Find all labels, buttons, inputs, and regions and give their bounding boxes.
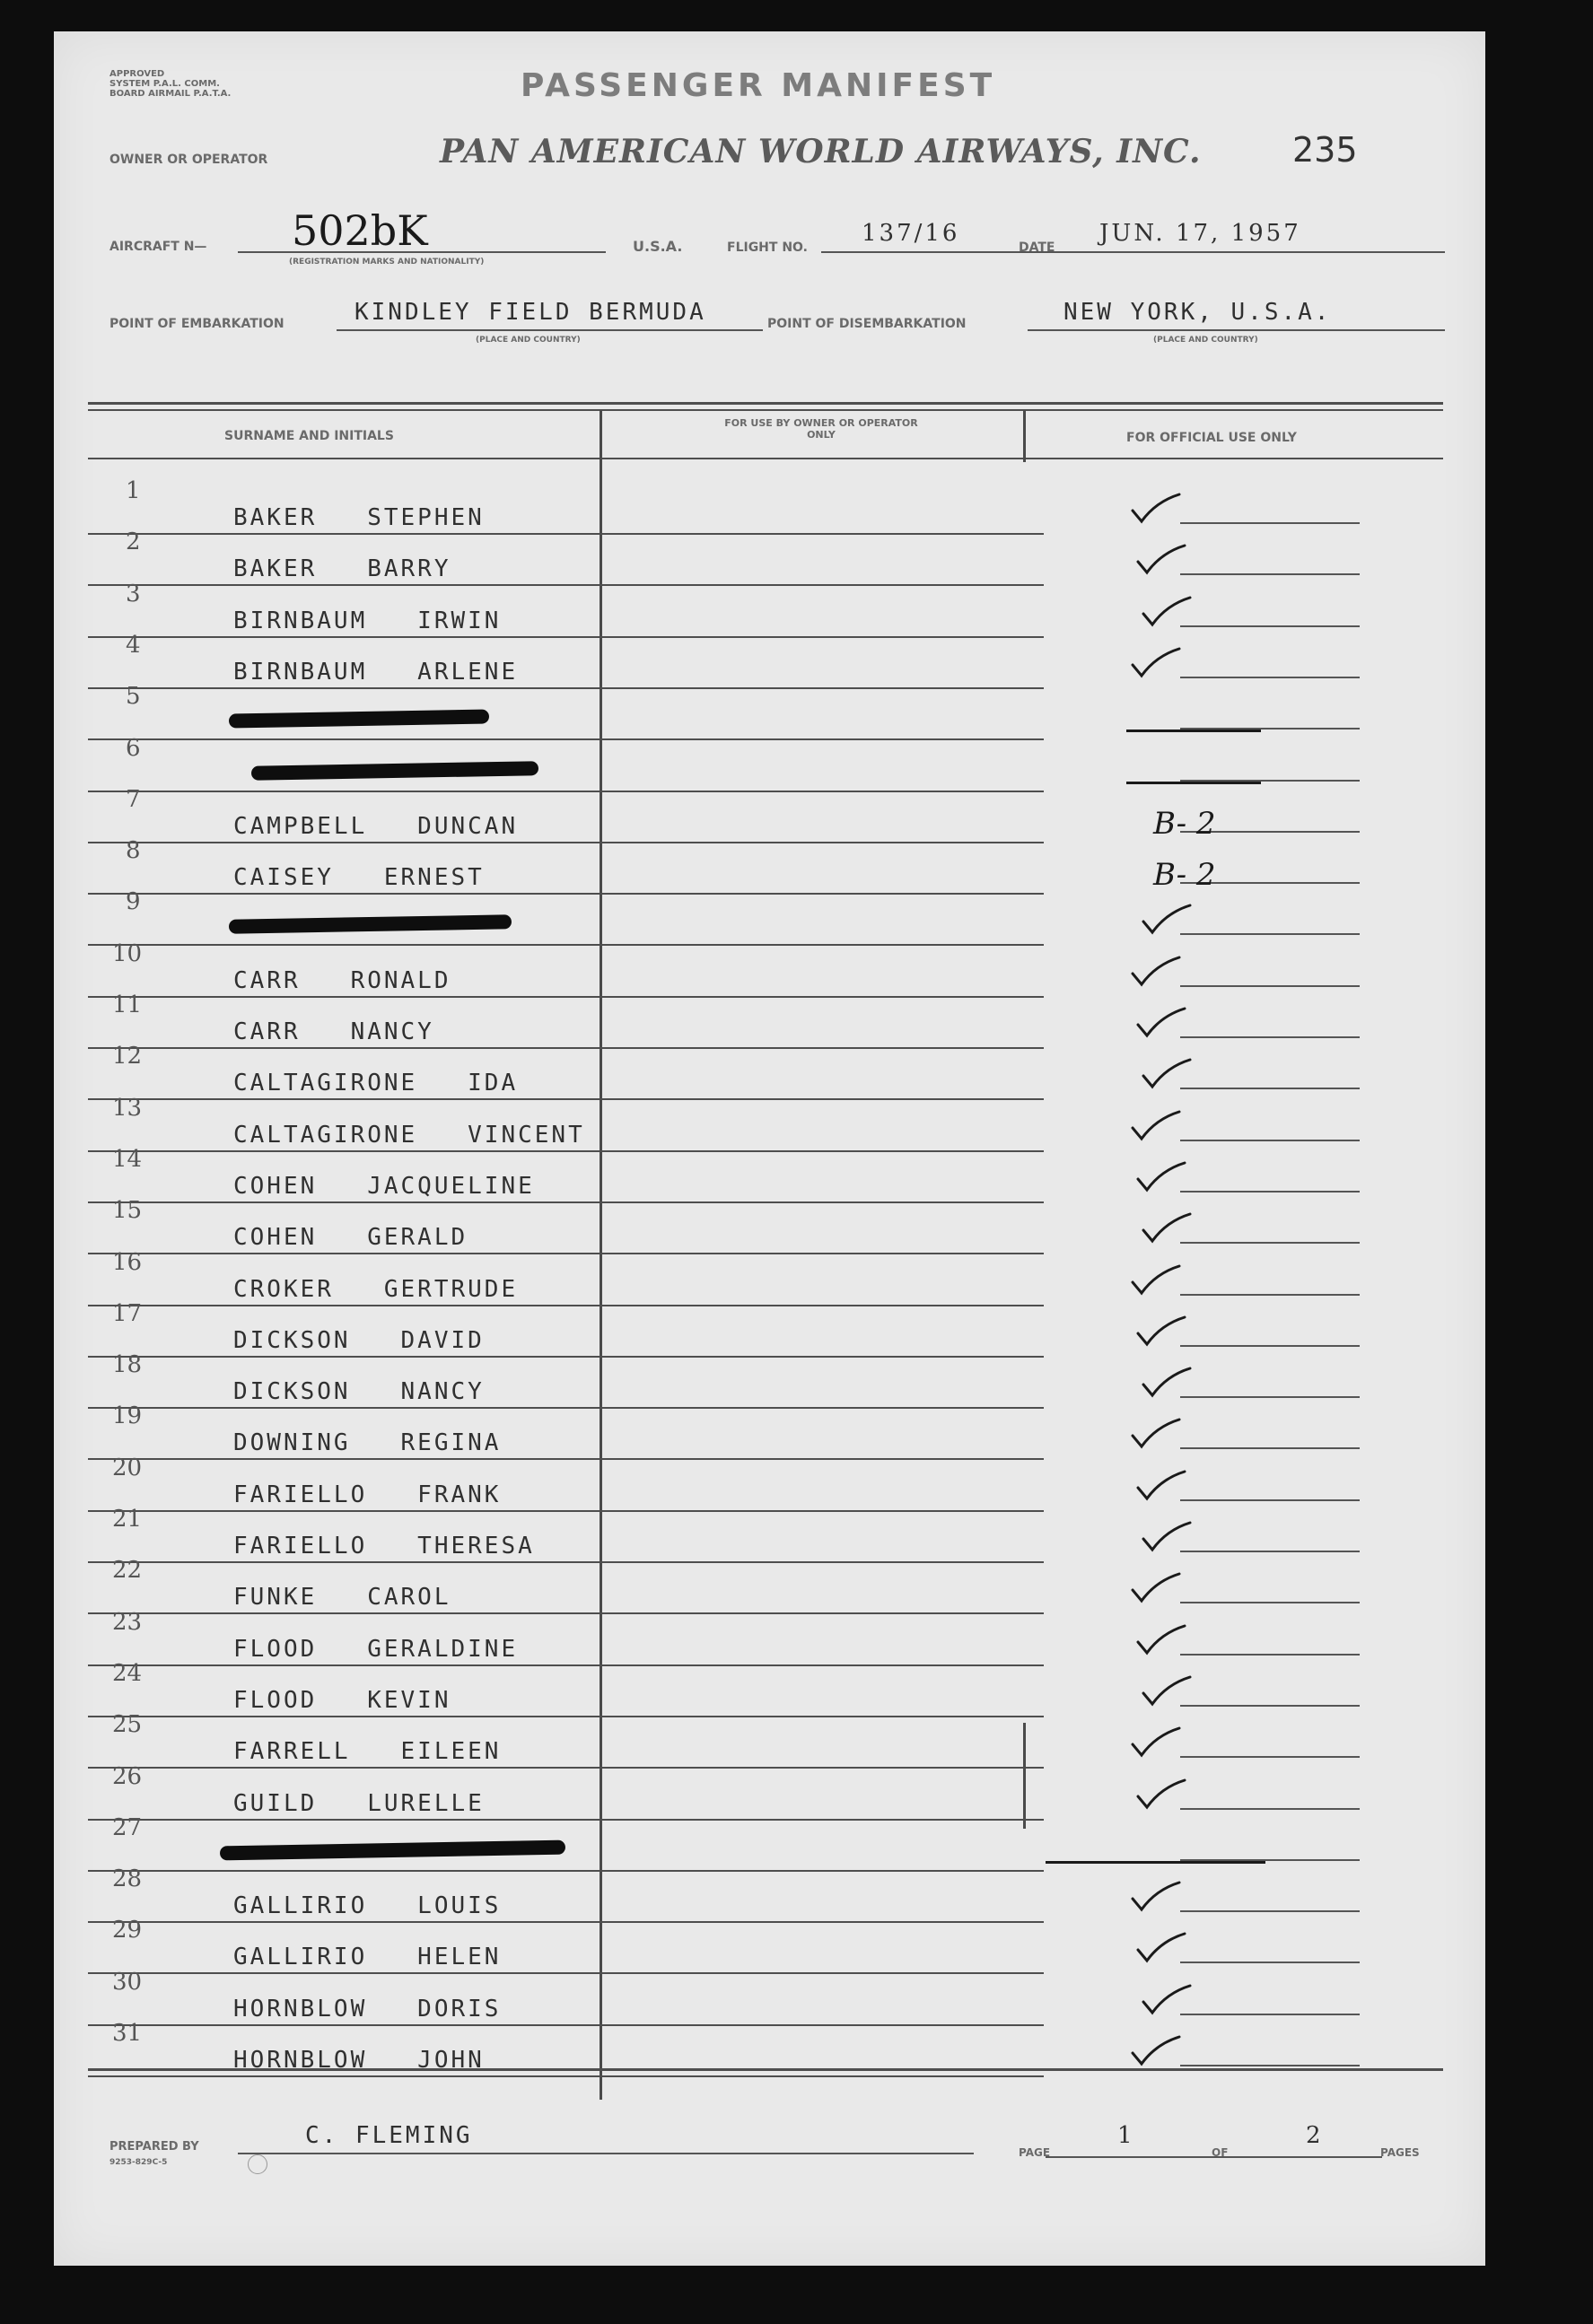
passenger-name: BAKER STEPHEN bbox=[233, 504, 485, 531]
row-number: 3 bbox=[126, 580, 141, 607]
row-number: 2 bbox=[126, 529, 141, 556]
row-number: 15 bbox=[112, 1197, 143, 1225]
row-number: 5 bbox=[126, 683, 141, 711]
official-use-rule bbox=[1180, 1551, 1360, 1552]
check-mark-icon bbox=[1140, 1056, 1194, 1092]
page-line bbox=[1046, 2156, 1382, 2158]
check-mark-icon bbox=[1129, 1725, 1183, 1760]
row-number: 14 bbox=[112, 1145, 143, 1173]
official-use-rule bbox=[1180, 1242, 1360, 1244]
official-use-rule bbox=[1180, 1088, 1360, 1089]
check-mark-icon bbox=[1129, 491, 1183, 527]
row-rule bbox=[88, 1612, 1044, 1614]
usa-label: U.S.A. bbox=[633, 238, 683, 255]
official-use-rule bbox=[1180, 1756, 1360, 1758]
passenger-name: DOWNING REGINA bbox=[233, 1429, 502, 1457]
row-rule bbox=[88, 1767, 1044, 1769]
official-use-rule bbox=[1180, 1036, 1360, 1038]
official-dash-mark bbox=[1046, 1861, 1265, 1864]
official-use-rule bbox=[1180, 933, 1360, 935]
passenger-name: FARIELLO THERESA bbox=[233, 1533, 535, 1560]
row-number: 4 bbox=[126, 631, 141, 659]
passenger-name: COHEN GERALD bbox=[233, 1224, 468, 1252]
check-mark-icon bbox=[1134, 1930, 1188, 1966]
passenger-name: BIRNBAUM IRWIN bbox=[233, 607, 502, 634]
passenger-name: GALLIRIO LOUIS bbox=[233, 1892, 502, 1920]
passenger-name: DICKSON NANCY bbox=[233, 1378, 485, 1406]
row-number: 19 bbox=[112, 1402, 143, 1430]
flight-label: FLIGHT NO. bbox=[727, 240, 808, 255]
redaction-mark bbox=[251, 761, 538, 781]
check-mark-icon bbox=[1129, 1108, 1183, 1144]
official-note: B- 2 bbox=[1153, 805, 1216, 842]
passenger-name: CALTAGIRONE VINCENT bbox=[233, 1121, 585, 1149]
row-rule bbox=[88, 687, 1044, 689]
page-label: PAGE bbox=[1019, 2146, 1051, 2159]
row-number: 11 bbox=[112, 992, 143, 1018]
row-number: 12 bbox=[112, 1043, 143, 1070]
form-number: 9253-829C-5 bbox=[109, 2158, 168, 2167]
row-number: 17 bbox=[112, 1299, 143, 1327]
col-header-official: FOR OFFICIAL USE ONLY bbox=[1126, 431, 1297, 445]
passenger-name: FARIELLO FRANK bbox=[233, 1481, 502, 1508]
owner-value: PAN AMERICAN WORLD AIRWAYS, INC. bbox=[440, 133, 1202, 170]
pages-label: PAGES bbox=[1380, 2146, 1420, 2159]
row-rule bbox=[88, 1819, 1044, 1821]
aircraft-line bbox=[238, 251, 606, 253]
official-use-rule bbox=[1180, 1705, 1360, 1707]
check-mark-icon bbox=[1129, 1879, 1183, 1915]
row-number: 26 bbox=[112, 1762, 143, 1790]
check-mark-icon bbox=[1129, 1570, 1183, 1606]
approval-line: BOARD AIRMAIL P.A.T.A. bbox=[109, 89, 232, 99]
approval-line: SYSTEM P.A.L. COMM. bbox=[109, 79, 220, 89]
row-number: 9 bbox=[126, 888, 141, 916]
flight-value: 137/16 bbox=[862, 220, 960, 247]
embark-sub: (PLACE AND COUNTRY) bbox=[476, 336, 581, 345]
check-mark-icon bbox=[1129, 1262, 1183, 1298]
aircraft-value: 502bK bbox=[292, 206, 428, 255]
row-number: 7 bbox=[126, 785, 141, 813]
row-rule bbox=[88, 1870, 1044, 1872]
owner-label: OWNER OR OPERATOR bbox=[109, 153, 268, 167]
row-rule bbox=[88, 791, 1044, 792]
page-stamp: 235 bbox=[1292, 130, 1358, 170]
table-top-rule bbox=[88, 402, 1443, 405]
official-use-rule bbox=[1180, 1396, 1360, 1398]
passenger-name: CARR RONALD bbox=[233, 966, 451, 994]
official-note: B- 2 bbox=[1153, 857, 1216, 894]
passenger-name: FLOOD KEVIN bbox=[233, 1686, 451, 1714]
approval-stamp bbox=[109, 69, 231, 99]
row-rule bbox=[88, 1458, 1044, 1460]
row-rule bbox=[88, 1972, 1044, 1974]
row-rule bbox=[88, 1305, 1044, 1306]
date-value: JUN. 17, 1957 bbox=[1099, 220, 1301, 247]
official-use-rule bbox=[1180, 1294, 1360, 1296]
row-rule bbox=[88, 2024, 1044, 2026]
manifest-sheet bbox=[54, 31, 1485, 2266]
passenger-name: BIRNBAUM ARLENE bbox=[233, 658, 519, 686]
row-rule bbox=[88, 1150, 1044, 1152]
disembark-value: NEW YORK, U.S.A. bbox=[1063, 299, 1332, 326]
check-mark-icon bbox=[1140, 1210, 1194, 1246]
row-rule bbox=[88, 1356, 1044, 1358]
check-mark-icon bbox=[1134, 1777, 1188, 1813]
official-use-rule bbox=[1180, 2014, 1360, 2015]
row-rule bbox=[88, 1716, 1044, 1717]
row-number: 23 bbox=[112, 1608, 143, 1636]
row-rule bbox=[88, 1921, 1044, 1923]
passenger-name: FUNKE CAROL bbox=[233, 1584, 451, 1612]
official-use-rule bbox=[1180, 522, 1360, 524]
check-mark-icon bbox=[1134, 1622, 1188, 1658]
embark-label: POINT OF EMBARKATION bbox=[109, 317, 284, 331]
row-rule bbox=[88, 738, 1044, 740]
official-use-rule bbox=[1180, 1447, 1360, 1449]
row-number: 18 bbox=[112, 1351, 143, 1379]
embark-value: KINDLEY FIELD BERMUDA bbox=[354, 299, 706, 326]
official-use-rule bbox=[1180, 1602, 1360, 1603]
official-dash-mark bbox=[1126, 730, 1261, 732]
official-use-rule bbox=[1180, 985, 1360, 987]
row-rule bbox=[88, 2075, 1044, 2077]
check-mark-icon bbox=[1140, 1519, 1194, 1555]
document-title: PASSENGER MANIFEST bbox=[521, 67, 996, 104]
table-top-rule-2 bbox=[88, 409, 1443, 411]
official-use-rule bbox=[1180, 2065, 1360, 2066]
official-use-rule bbox=[1180, 1499, 1360, 1501]
passenger-name: CROKER GERTRUDE bbox=[233, 1275, 519, 1303]
official-use-rule bbox=[1180, 1140, 1360, 1141]
check-mark-icon bbox=[1140, 1365, 1194, 1401]
check-mark-icon bbox=[1134, 1159, 1188, 1195]
row-number: 10 bbox=[112, 939, 143, 967]
row-rule bbox=[88, 636, 1044, 638]
row-rule bbox=[88, 1664, 1044, 1666]
row-number: 1 bbox=[126, 477, 141, 504]
disembark-line bbox=[1028, 329, 1445, 331]
passenger-name: HORNBLOW JOHN bbox=[233, 2047, 485, 2074]
official-dash-mark bbox=[1126, 782, 1261, 784]
row-rule bbox=[88, 1201, 1044, 1203]
official-use-rule bbox=[1180, 1654, 1360, 1656]
official-use-rule bbox=[1180, 1961, 1360, 1963]
passenger-name: CALTAGIRONE IDA bbox=[233, 1070, 519, 1097]
row-rule bbox=[88, 584, 1044, 586]
row-rule bbox=[88, 1510, 1044, 1512]
official-use-rule bbox=[1180, 1345, 1360, 1347]
prepared-line bbox=[238, 2153, 974, 2154]
of-value: 2 bbox=[1306, 2122, 1324, 2149]
row-rule bbox=[88, 1561, 1044, 1563]
prepared-value: C. FLEMING bbox=[305, 2122, 473, 2149]
official-use-rule bbox=[1180, 1910, 1360, 1912]
row-number: 13 bbox=[112, 1094, 143, 1122]
passenger-name: DICKSON DAVID bbox=[233, 1326, 485, 1354]
row-rule bbox=[88, 533, 1044, 535]
col-divider-2-top bbox=[1023, 410, 1026, 462]
redaction-mark bbox=[220, 1839, 565, 1860]
disembark-sub: (PLACE AND COUNTRY) bbox=[1153, 336, 1258, 345]
check-mark-icon bbox=[1129, 2033, 1183, 2069]
row-rule bbox=[88, 1098, 1044, 1100]
date-line bbox=[1068, 251, 1445, 253]
col-divider-2-bottom bbox=[1023, 1723, 1026, 1829]
check-mark-icon bbox=[1134, 1314, 1188, 1350]
redaction-mark bbox=[229, 710, 489, 729]
row-rule bbox=[88, 1253, 1044, 1254]
aircraft-sub: (REGISTRATION MARKS AND NATIONALITY) bbox=[289, 258, 485, 266]
check-mark-icon bbox=[1140, 1982, 1194, 2018]
row-number: 24 bbox=[112, 1659, 143, 1687]
row-number: 27 bbox=[112, 1813, 143, 1841]
row-number: 20 bbox=[112, 1454, 143, 1481]
passenger-name: BAKER BARRY bbox=[233, 555, 451, 583]
approval-line: APPROVED bbox=[109, 69, 165, 79]
check-mark-icon bbox=[1134, 1005, 1188, 1041]
row-number: 25 bbox=[112, 1711, 143, 1739]
row-rule bbox=[88, 944, 1044, 946]
embark-line bbox=[337, 329, 763, 331]
row-rule bbox=[88, 893, 1044, 895]
prepared-label: PREPARED BY bbox=[109, 2140, 199, 2154]
row-number: 21 bbox=[112, 1506, 143, 1533]
disembark-label: POINT OF DISEMBARKATION bbox=[767, 317, 967, 331]
check-mark-icon bbox=[1134, 1468, 1188, 1504]
col-divider-1 bbox=[600, 410, 602, 2100]
official-use-rule bbox=[1180, 1191, 1360, 1193]
of-label: OF bbox=[1212, 2146, 1229, 2159]
aircraft-label: AIRCRAFT N— bbox=[109, 240, 207, 254]
table-bottom-rule bbox=[88, 2068, 1443, 2071]
row-number: 28 bbox=[112, 1865, 143, 1893]
check-mark-icon bbox=[1129, 954, 1183, 990]
col-header-surname: SURNAME AND INITIALS bbox=[224, 429, 394, 443]
row-number: 31 bbox=[112, 2020, 143, 2047]
redaction-mark bbox=[229, 915, 512, 934]
row-number: 22 bbox=[112, 1557, 143, 1585]
passenger-name: FARRELL EILEEN bbox=[233, 1738, 502, 1766]
passenger-name: CAISEY ERNEST bbox=[233, 864, 485, 892]
check-mark-icon bbox=[1129, 1416, 1183, 1452]
postal-stamp-icon bbox=[248, 2154, 267, 2174]
passenger-name: COHEN JACQUELINE bbox=[233, 1172, 535, 1200]
passenger-name: CAMPBELL DUNCAN bbox=[233, 812, 519, 840]
check-mark-icon bbox=[1140, 594, 1194, 630]
check-mark-icon bbox=[1129, 645, 1183, 681]
col-header-rule bbox=[88, 458, 1443, 459]
date-label: DATE bbox=[1019, 240, 1055, 255]
row-number: 6 bbox=[126, 734, 141, 762]
row-rule bbox=[88, 1407, 1044, 1409]
check-mark-icon bbox=[1140, 1673, 1194, 1709]
row-rule bbox=[88, 842, 1044, 843]
row-rule bbox=[88, 996, 1044, 998]
page-value: 1 bbox=[1117, 2122, 1135, 2149]
row-number: 29 bbox=[112, 1917, 143, 1944]
official-use-rule bbox=[1180, 677, 1360, 678]
col-header-owner: FOR USE BY OWNER OR OPERATOR ONLY bbox=[724, 417, 918, 441]
passenger-name: CARR NANCY bbox=[233, 1018, 434, 1045]
row-number: 16 bbox=[112, 1248, 143, 1276]
official-use-rule bbox=[1180, 625, 1360, 627]
passenger-name: FLOOD GERALDINE bbox=[233, 1635, 519, 1663]
row-number: 8 bbox=[126, 837, 141, 865]
official-use-rule bbox=[1180, 573, 1360, 575]
passenger-name: HORNBLOW DORIS bbox=[233, 1995, 502, 2023]
official-use-rule bbox=[1180, 1808, 1360, 1810]
row-rule bbox=[88, 1047, 1044, 1049]
passenger-name: GUILD LURELLE bbox=[233, 1789, 485, 1817]
check-mark-icon bbox=[1134, 542, 1188, 578]
row-number: 30 bbox=[112, 1968, 143, 1996]
passenger-name: GALLIRIO HELEN bbox=[233, 1944, 502, 1971]
check-mark-icon bbox=[1140, 902, 1194, 938]
